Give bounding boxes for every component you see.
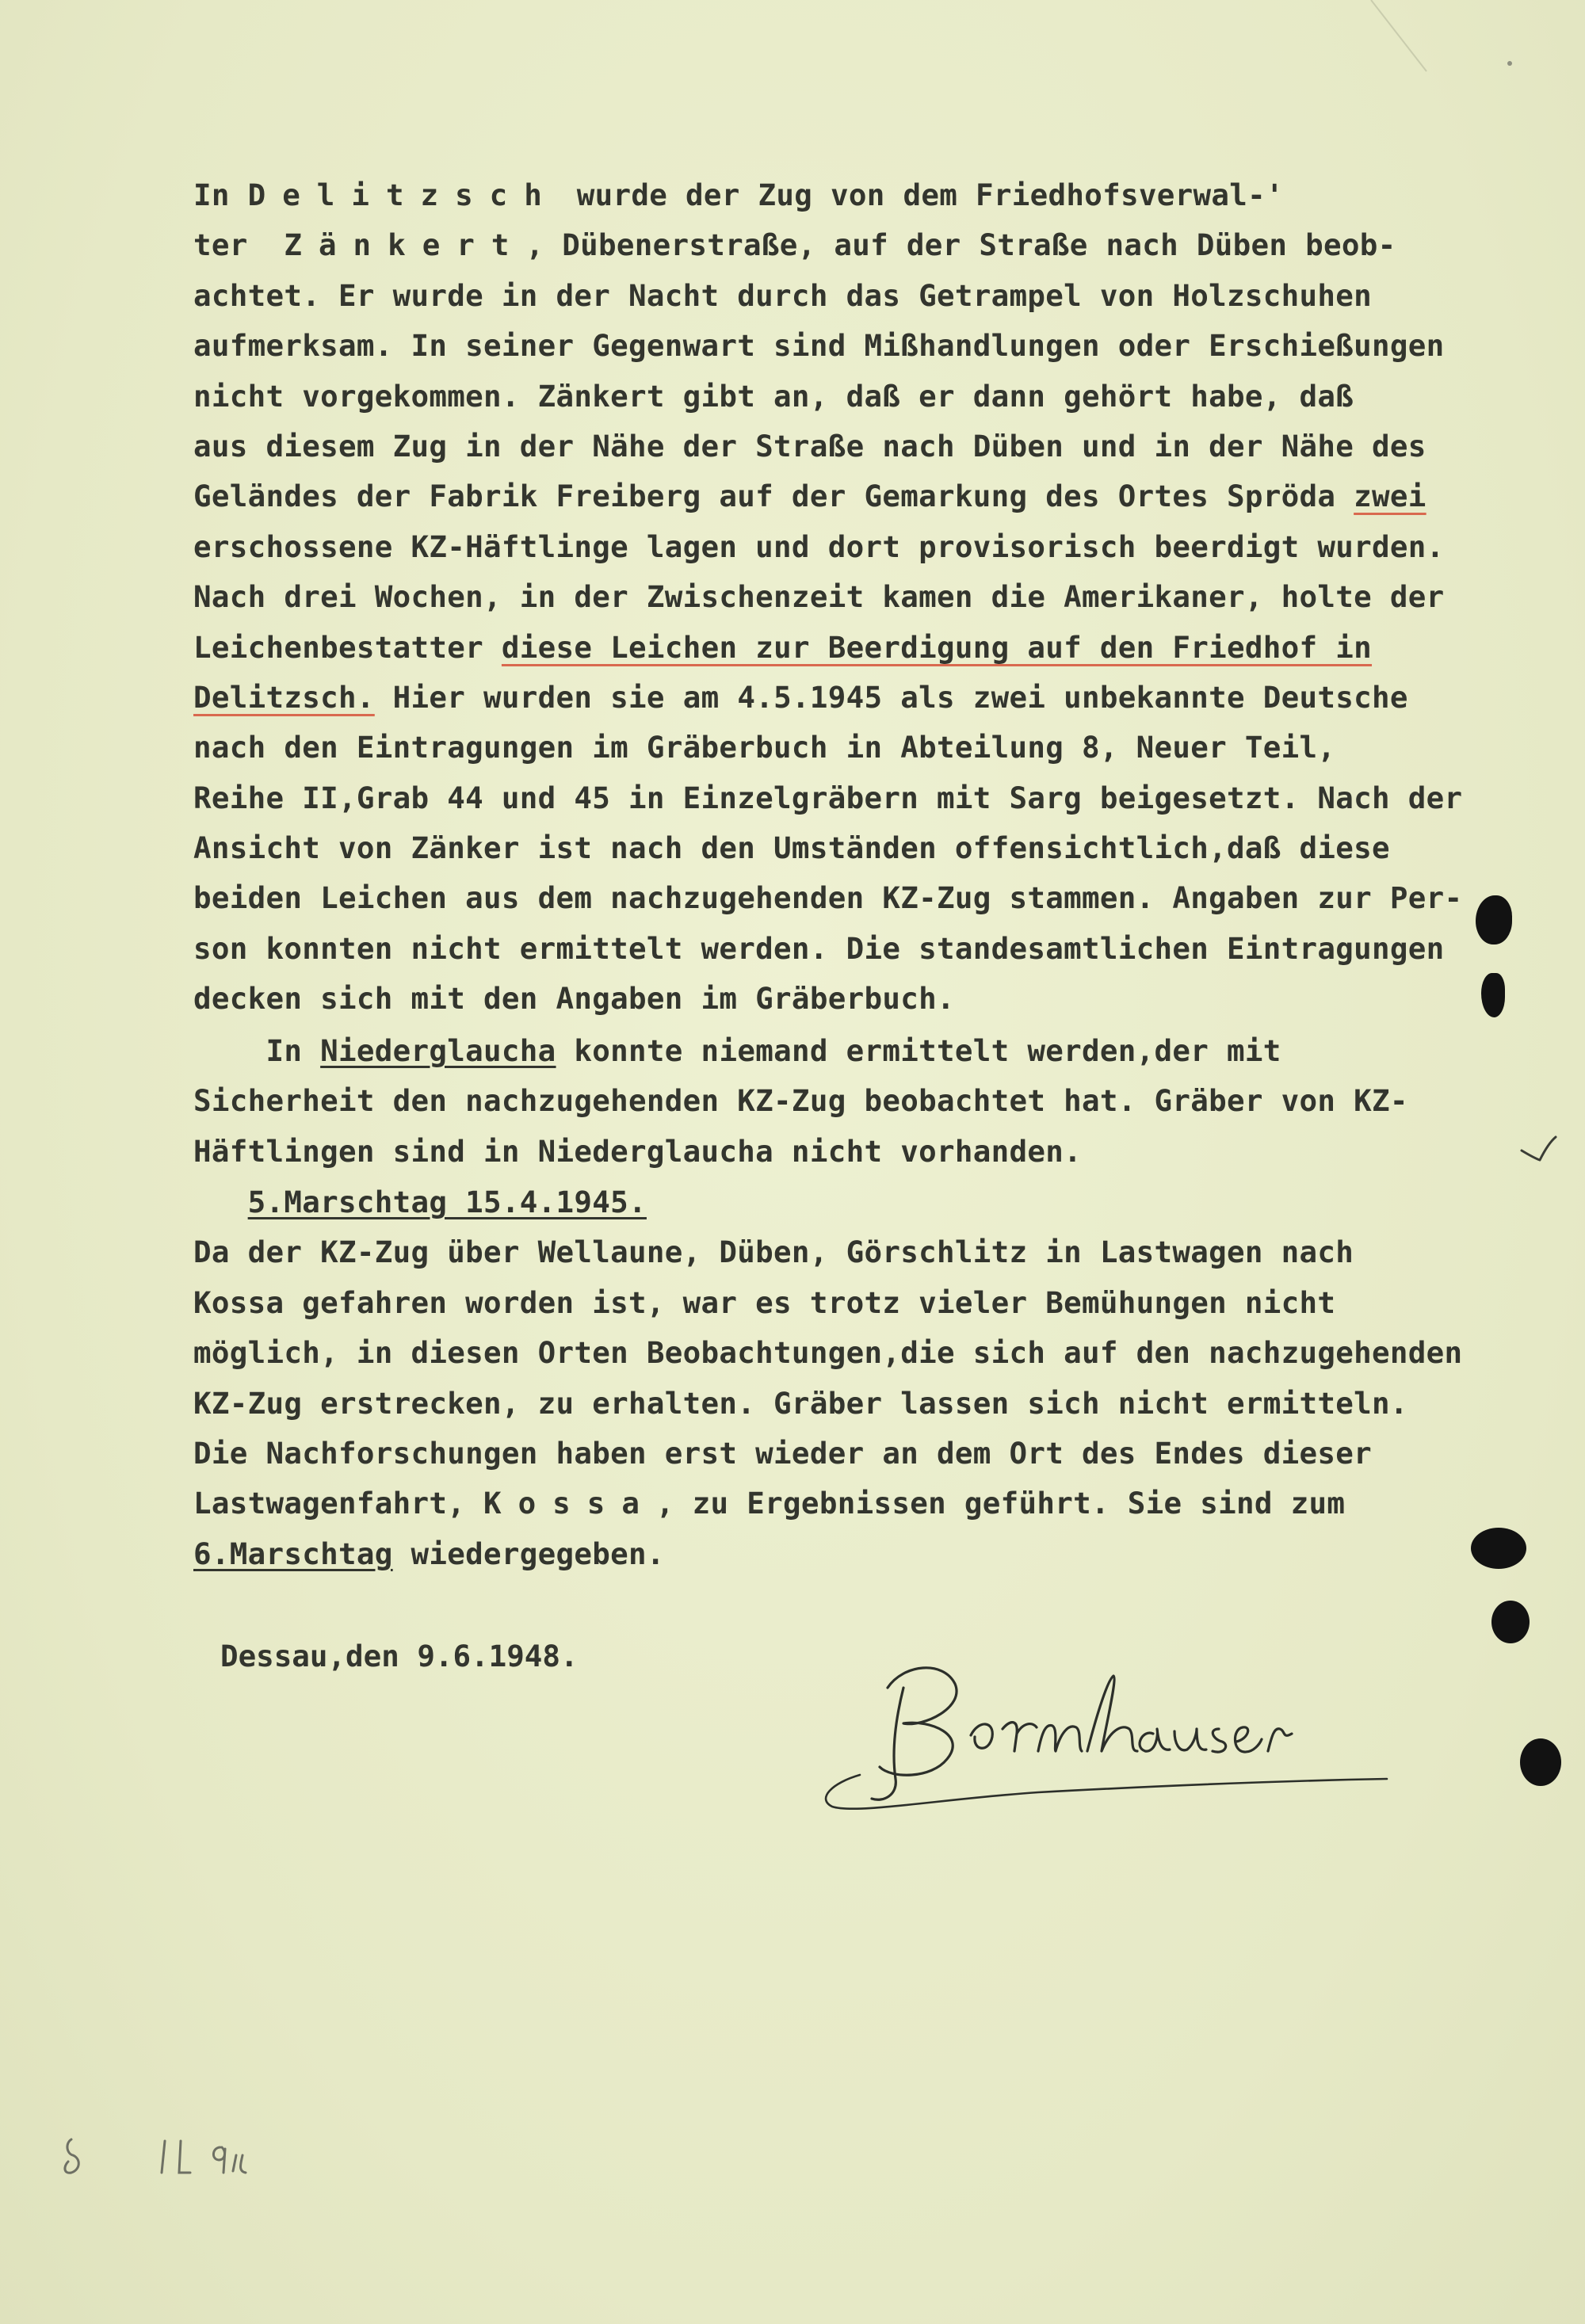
punch-hole xyxy=(1476,895,1512,944)
text-segment: 5.Marschtag 15.4.1945. xyxy=(247,1185,647,1219)
text-line xyxy=(193,1379,1572,1429)
text-line xyxy=(193,623,1572,673)
text-line xyxy=(193,924,1572,974)
text-segment: In xyxy=(193,177,248,212)
text-line xyxy=(193,170,1572,220)
text-segment: Die Nachforschungen haben erst wieder an dem Ort des Endes dieser xyxy=(193,1435,1372,1471)
text-line xyxy=(193,522,1572,572)
text-segment: Kossa gefahren worden ist, war es trotz vieler Bemühungen nicht xyxy=(193,1284,1336,1320)
text-segment: 6.Marschtag xyxy=(193,1536,393,1571)
paragraph-niederglaucha xyxy=(193,1026,1572,1177)
text-segment: Nach drei Wochen, in der Zwischenzeit kamen die Amerikaner, holte der xyxy=(193,579,1445,615)
text-segment: aus diesem Zug in der Nähe der Straße nach Düben und in der Nähe des xyxy=(193,428,1426,464)
text-line xyxy=(193,1076,1572,1126)
text-segment xyxy=(193,1185,248,1219)
text-segment: KZ-Zug erstrecken, zu erhalten. Gräber lassen sich nicht ermitteln. xyxy=(193,1385,1408,1421)
text-segment: nach den Eintragungen im Gräberbuch in Abteilung 8, Neuer Teil, xyxy=(193,730,1336,765)
text-segment: Ansicht von Zänker ist nach den Umständen offensichtlich,daß diese xyxy=(193,830,1390,866)
text-line xyxy=(193,673,1572,723)
text-segment: wiedergegeben. xyxy=(392,1536,665,1571)
paragraph-marschtag-5 xyxy=(193,1177,1572,1579)
text-line xyxy=(193,823,1572,873)
text-segment: möglich, in diesen Orten Beobachtungen,die sich auf den nachzugehenden xyxy=(193,1335,1463,1371)
punch-hole xyxy=(1520,1738,1561,1786)
punch-hole xyxy=(1471,1528,1526,1569)
text-line xyxy=(193,321,1572,371)
punch-hole xyxy=(1481,973,1505,1017)
text-segment: achtet. Er wurde in der Nacht durch das Getrampel von Holzschuhen xyxy=(193,277,1372,313)
text-line xyxy=(193,1278,1572,1328)
text-line xyxy=(193,1177,1572,1227)
text-segment: Geländes der Fabrik Freiberg auf der Gemarkung des Ortes Spröda xyxy=(193,479,1354,514)
text-segment: Delitzsch xyxy=(247,177,559,212)
text-line xyxy=(193,1227,1572,1277)
text-line xyxy=(193,572,1572,622)
text-line xyxy=(193,1429,1572,1479)
text-segment: Da der KZ-Zug über Wellaune, Düben, Görschlitz in Lastwagen nach xyxy=(193,1235,1354,1270)
text-segment: son konnten nicht ermittelt werden. Die standesamtlichen Eintragungen xyxy=(193,930,1445,966)
text-segment: Zänkert xyxy=(284,227,526,263)
text-line xyxy=(193,422,1572,471)
margin-tick xyxy=(1518,1133,1565,1173)
text-segment: wurde der Zug von dem Friedhofsverwal-' xyxy=(558,177,1284,212)
text-line xyxy=(193,471,1572,521)
text-line xyxy=(193,271,1572,321)
text-segment: Delitzsch. xyxy=(193,679,375,715)
text-segment: Hier wurden sie am 4.5.1945 als zwei unbekannte Deutsche xyxy=(374,679,1408,715)
text-segment: Reihe II,Grab 44 und 45 in Einzelgräbern mit Sarg beigesetzt. Nach der xyxy=(193,780,1463,815)
text-segment: Sicherheit den nachzugehenden KZ-Zug beobachtet hat. Gräber von KZ- xyxy=(193,1083,1408,1119)
text-line xyxy=(193,372,1572,422)
corner-crease xyxy=(1363,0,1585,95)
text-segment: erschossene KZ-Häftlinge lagen und dort provisorisch beerdigt wurden. xyxy=(193,529,1445,564)
punch-hole xyxy=(1491,1601,1530,1643)
text-segment: In xyxy=(193,1033,321,1068)
text-line xyxy=(193,1127,1572,1177)
text-line xyxy=(193,873,1572,923)
text-segment: konnte niemand ermittelt werden,der mit xyxy=(556,1033,1281,1068)
text-line xyxy=(193,723,1572,773)
text-segment: diese Leichen zur Beerdigung auf den Friedhof in xyxy=(501,629,1373,665)
paragraph-delitzsch xyxy=(193,170,1572,1025)
text-segment: ter xyxy=(193,227,285,263)
text-segment: nicht vorgekommen. Zänkert gibt an, daß er dann gehört habe, daß xyxy=(193,378,1354,414)
text-segment: Kossa xyxy=(483,1486,656,1521)
text-segment: aufmerksam. In seiner Gegenwart sind Mißhandlungen oder Erschießungen xyxy=(193,328,1445,364)
text-line xyxy=(193,1026,1572,1076)
text-segment: , Dübenerstraße, auf der Straße nach Düben beob- xyxy=(525,227,1396,263)
text-segment: Niederglaucha xyxy=(320,1033,556,1068)
text-segment: decken sich mit den Angaben im Gräberbuch. xyxy=(193,981,955,1017)
text-segment: Häftlingen sind in Niederglaucha nicht vorhanden. xyxy=(193,1133,1082,1169)
text-segment: beiden Leichen aus dem nachzugehenden KZ-Zug stammen. Angaben zur Per- xyxy=(193,880,1463,916)
text-line xyxy=(193,1328,1572,1378)
text-line xyxy=(193,220,1572,270)
text-segment: Lastwagenfahrt, xyxy=(193,1486,484,1521)
text-line xyxy=(193,974,1572,1024)
text-segment: Leichenbestatter xyxy=(193,629,502,665)
signature xyxy=(785,1640,1434,1815)
place-date: Dessau,den 9.6.1948. xyxy=(220,1639,579,1673)
receipt-stamp xyxy=(62,2124,268,2194)
text-line xyxy=(193,773,1572,823)
text-segment: , zu Ergebnissen geführt. Sie sind zum xyxy=(655,1486,1346,1521)
text-segment: zwei xyxy=(1354,479,1426,514)
text-line xyxy=(193,1529,1572,1579)
text-line xyxy=(193,1479,1572,1528)
